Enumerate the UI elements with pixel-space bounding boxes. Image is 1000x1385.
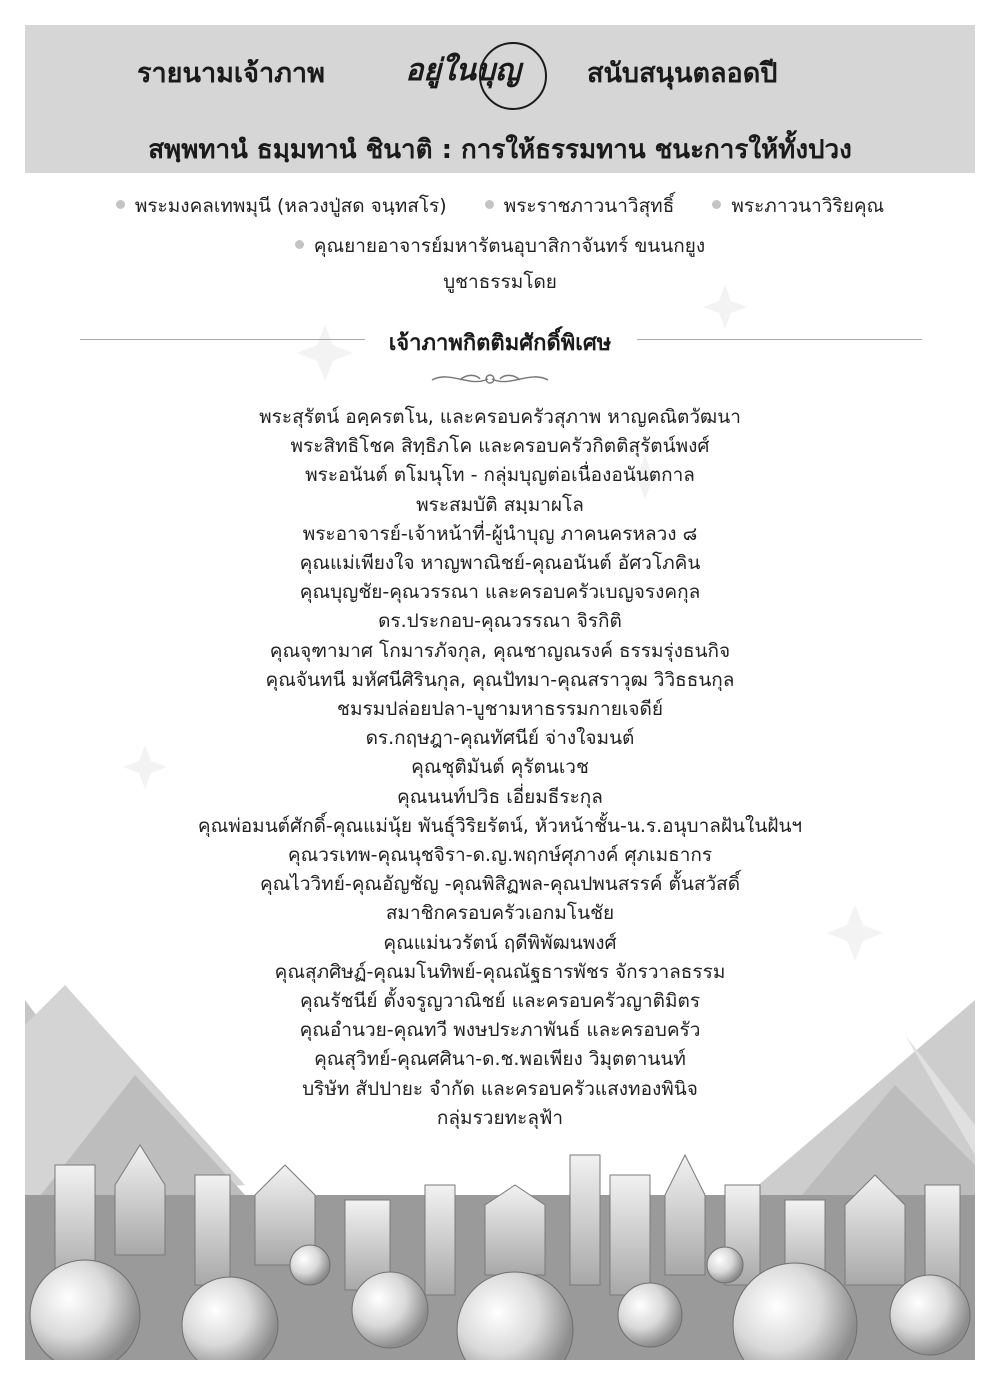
list-item: คุณรัชนีย์ ตั้งจรูญวาณิชย์ และครอบครัวญาติมิตร [299,990,701,1013]
honoree-item [116,191,447,221]
list-item: คุณอำนวย-คุณทวี พงษประภาพันธ์ และครอบครัว [299,1019,701,1042]
list-item: คุณไววิทย์-คุณอัญชัญ -คุณพิสิฏพล-คุณปพนสรรค์ ตั้นสวัสดิ์ [259,873,741,896]
list-item: คุณจุฑามาศ โกมารภัจกุล, คุณชาญณรงค์ ธรรมรุ่งธนกิจ [269,639,731,662]
list-item: คุณพ่อมนต์ศักดิ์-คุณแม่นุ้ย พันธุ์วิริยรัตน์, หัวหน้าชั้น-น.ร.อนุบาลฝันในฝันฯ [197,814,803,837]
ornament-divider-icon [430,368,550,390]
list-item: พระสิทธิโชค สิทฺธิภโค และครอบครัวกิตติสุรัตน์พงศ์ [290,435,710,458]
list-item: พระสมบัติ สมฺมาผโล [416,493,584,516]
list-item: คุณนนท์ปวิธ เอี่ยมธีระกุล [397,785,603,808]
list-item: คุณชุติมันต์ คุรัตนเวช [411,756,589,779]
list-item: ดร.ประกอบ-คุณวรรณา จิรกิติ [378,610,622,633]
honorees-row-2 [25,231,975,261]
section-title: เจ้าภาพกิตติมศักดิ์พิเศษ [388,331,612,356]
header-title-right: สนับสนุนตลอดปี [587,58,778,89]
list-item: พระอนันต์ ตโมนุโท - กลุ่มบุญต่อเนื่องอนันตกาล [305,464,695,487]
list-item: คุณแม่นวรัตน์ ฤดีพิพัฒนพงศ์ [383,931,617,954]
bullet-icon [116,200,125,209]
header-motto: สพฺพทานํ ธมฺมทานํ ชินาติ : การให้ธรรมทาน ชนะการให้ทั้งปวง [148,135,852,165]
list-item: กลุ่มรวยทะลุฟ้า [436,1106,564,1129]
list-item: คุณบุญชัย-คุณวรรณา และครอบครัวเบญจรงคกุล [299,581,701,604]
bullet-icon [485,200,494,209]
list-item: พระอาจารย์-เจ้าหน้าที่-ผู้นำบุญ ภาคนครหลวง ๘ [302,522,698,545]
honoree-item [712,191,884,221]
honoree-name: คุณยายอาจารย์มหารัตนอุบาสิกาจันทร์ ขนนกยูง [313,235,706,257]
bullet-icon [295,240,304,249]
list-item: คุณวรเทพ-คุณนุชจิรา-ด.ญ.พฤกษ์ศุภางค์ ศุภเมธากร [287,844,713,867]
honoree-name: พระราชภาวนาวิสุทธิ์ [503,195,675,217]
logo-text: อยู่ในบุญ [405,53,521,88]
honoree-item [295,231,705,261]
list-item: พระสุรัตน์ อคฺครตโน, และครอบครัวสุภาพ หาญคณิตวัฒนา [259,406,741,428]
list-item: บริษัท สัปปายะ จำกัด และครอบครัวแสงทองพินิจ [302,1077,698,1100]
header-band [25,25,975,173]
list-item: ชมรมปล่อยปลา-บูชามหาธรรมกายเจดีย์ [337,698,663,721]
list-item: คุณแม่เพียงใจ หาญพาณิชย์-คุณอนันต์ อัศวโภคิน [299,552,701,575]
honorees-row-1 [25,191,975,221]
list-item: คุณสุภศิษฏ์-คุณมโนทิพย์-คุณณัฐธารพัชร จักรวาลธรรม [274,960,726,983]
dedication-by-line: บูชาธรรมโดย [443,271,557,293]
list-item: คุณสุวิทย์-คุณศศินา-ด.ช.พอเพียง วิมุตตานนท์ [314,1048,686,1071]
honoree-name: พระภาวนาวิริยคุณ [731,195,885,217]
divider-line [637,339,922,340]
page [25,25,975,1360]
honoree-name: พระมงคลเทพมุนี (หลวงปู่สด จนฺทสโร) [134,195,447,217]
list-item: คุณจันทนี มหัศนีศิรินกุล, คุณปัทมา-คุณสราวุฒ วิวิธธนกุล [265,668,735,691]
honoree-item [485,191,675,221]
list-item: ดร.กฤษฎา-คุณทัศนีย์ จ่างใจมนต์ [365,727,635,750]
bullet-icon [712,200,721,209]
header-title-left: รายนามเจ้าภาพ [137,58,325,89]
sponsor-list [25,403,975,1133]
list-item: สมาชิกครอบครัวเอกมโนชัย [385,902,615,925]
